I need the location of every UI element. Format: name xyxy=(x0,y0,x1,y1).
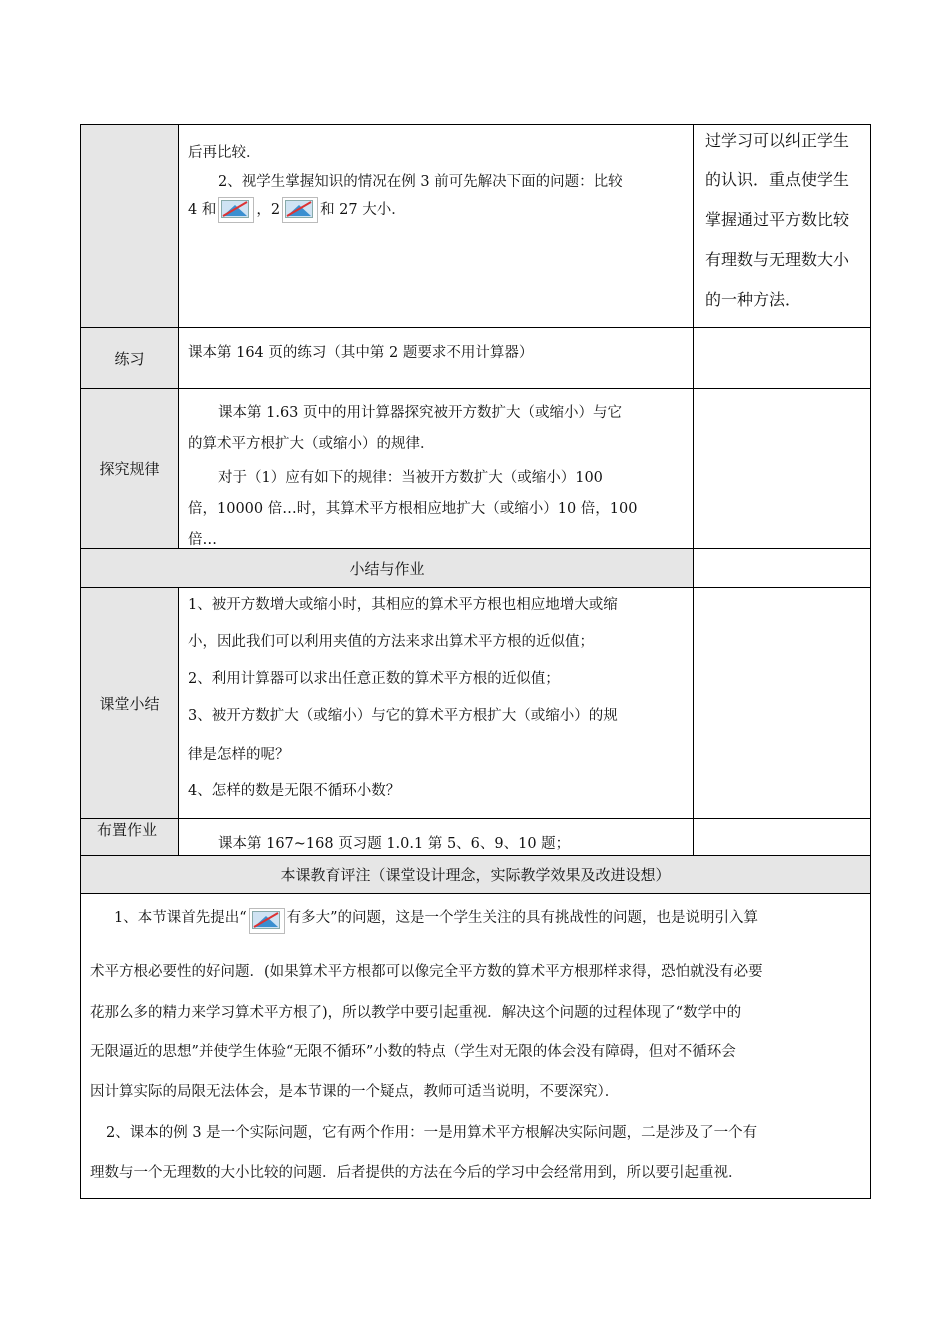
note-line-4: 有理数与无理数大小 xyxy=(705,250,850,269)
evaluation-header-text: 本课教育评注（课堂设计理念，实际教学效果及改进设想） xyxy=(280,866,671,884)
explore-line-3: 对于（1）应有如下的规律：当被开方数扩大（或缩小）100 xyxy=(218,470,603,486)
evaluation-p1-b: 有多大”的问题，这是一个学生关注的具有挑战性的问题，也是说明引入算 xyxy=(286,910,759,926)
class-summary-label xyxy=(80,587,179,819)
class-summary-note xyxy=(693,587,871,819)
explore-line-5: 倍… xyxy=(188,532,217,548)
evaluation-body xyxy=(80,893,871,1199)
summary-line-3: 2、利用计算器可以求出任意正数的算术平方根的近似值； xyxy=(188,671,560,687)
homework-label-text: 布置作业 xyxy=(97,821,158,839)
summary-line-5: 律是怎样的呢？ xyxy=(188,747,290,763)
row1-line1: 后再比较． xyxy=(188,145,261,161)
summary-line-4: 3、被开方数扩大（或缩小）与它的算术平方根扩大（或缩小）的规 xyxy=(188,708,618,724)
note-line-3: 掌握通过平方数比较 xyxy=(705,210,850,229)
explore-line-4: 倍，10000 倍…时，其算术平方根相应地扩大（或缩小）10 倍，100 xyxy=(188,501,638,517)
practice-content xyxy=(178,327,694,389)
practice-text: 课本第 164 页的练习（其中第 2 题要求不用计算器） xyxy=(188,345,534,361)
row1-line3-c: 和 27 大小． xyxy=(320,202,406,218)
note-line-2: 的认识．重点使学生 xyxy=(705,170,850,189)
broken-image-icon xyxy=(249,908,285,934)
explore-label xyxy=(80,388,179,549)
homework-content xyxy=(178,818,694,856)
evaluation-p1-a: 1、本节课首先提出“ xyxy=(114,910,247,926)
evaluation-line-6: 理数与一个无理数的大小比较的问题．后者提供的方法在今后的学习中会经常用到，所以要引起重视． xyxy=(90,1165,743,1181)
note-line-5: 的一种方法． xyxy=(705,290,802,309)
explore-content xyxy=(178,388,694,549)
row1-line3 xyxy=(188,197,406,223)
practice-note xyxy=(693,327,871,389)
practice-label xyxy=(80,327,179,389)
summary-line-6: 4、怎样的数是无限不循环小数？ xyxy=(188,783,401,799)
explore-label-text: 探究规律 xyxy=(99,460,160,478)
note-line-1: 过学习可以纠正学生 xyxy=(705,131,850,150)
row1-line2: 2、视学生掌握知识的情况在例 3 前可先解决下面的问题：比较 xyxy=(218,174,623,190)
evaluation-line-3: 无限逼近的思想”并使学生体验“无限不循环”小数的特点（学生对无限的体会没有障碍，但对不循环会 xyxy=(90,1044,736,1060)
row1-line3-b: ，2 xyxy=(256,202,281,218)
row1-content-cell xyxy=(178,124,694,328)
row1-label-cell xyxy=(80,124,179,328)
broken-image-icon xyxy=(282,197,318,223)
row1-note-cell xyxy=(693,124,871,328)
evaluation-line-2: 花那么多的精力来学习算术平方根了)，所以教学中要引起重视．解决这个问题的过程体现了“数学中的 xyxy=(90,1005,742,1021)
broken-image-icon xyxy=(218,197,254,223)
practice-label-text: 练习 xyxy=(114,349,145,368)
row1-line3-a: 4 和 xyxy=(188,202,217,218)
evaluation-header xyxy=(80,855,871,894)
summary-line-1: 1、被开方数增大或缩小时，其相应的算术平方根也相应地增大或缩 xyxy=(188,597,618,613)
evaluation-line-5: 2、课本的例 3 是一个实际问题，它有两个作用：一是用算术平方根解决实际问题，二是涉及了一个有 xyxy=(106,1125,758,1141)
homework-note xyxy=(693,818,871,856)
summary-header-note xyxy=(693,548,871,588)
summary-header xyxy=(80,548,694,588)
evaluation-line-4: 因计算实际的局限无法体会，是本节课的一个疑点，教师可适当说明，不要深究）． xyxy=(90,1084,620,1100)
class-summary-content xyxy=(178,587,694,819)
explore-line-1: 课本第 1.63 页中的用计算器探究被开方数扩大（或缩小）与它 xyxy=(218,405,623,421)
class-summary-label-text: 课堂小结 xyxy=(99,694,160,713)
homework-text: 课本第 167~168 页习题 1.0.1 第 5、6、9、10 题； xyxy=(218,836,571,852)
explore-line-2: 的算术平方根扩大（或缩小）的规律． xyxy=(188,436,435,452)
summary-header-text: 小结与作业 xyxy=(349,559,425,578)
evaluation-p1-line1 xyxy=(114,902,758,934)
evaluation-line-1: 术平方根必要性的好问题．(如果算术平方根都可以像完全平方数的算术平方根那样求得，恐怕就没有必要 xyxy=(90,964,763,980)
explore-note xyxy=(693,388,871,549)
summary-line-2: 小，因此我们可以利用夹值的方法来求出算术平方根的近似值； xyxy=(188,634,594,650)
homework-label xyxy=(80,818,179,856)
